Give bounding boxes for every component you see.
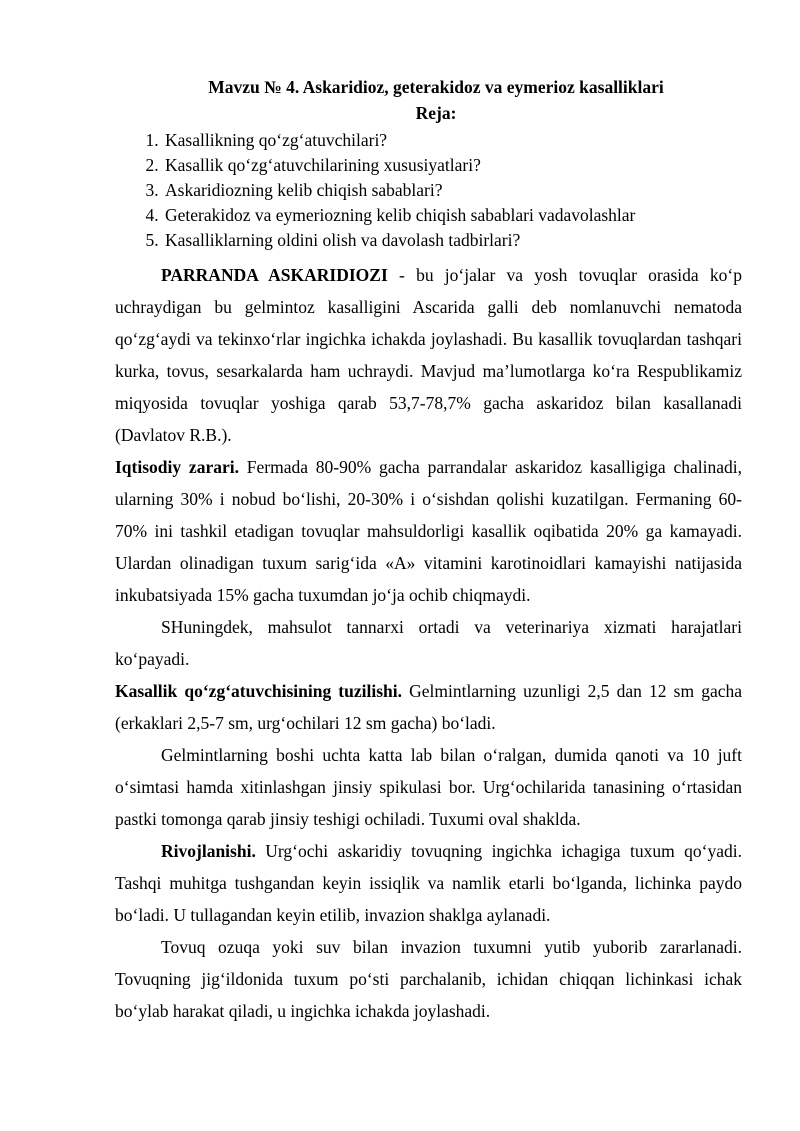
paragraph-iqtisodiy-zarari — [115, 451, 742, 611]
paragraph-text: Fermada 80-90% gacha parrandalar askaridoz kasalligiga chalinadi, ularning 30% i nobud bo‘lishi, 20-30% i o‘sishdan qolishi kuzatilgan. Fermaning 60-70% ini tashkil etadigan tovuqlar mahsuldorligi kasallik oqibatida 20% ga kamayadi. Ulardan olinadigan tuxum sarig‘ida «A» vitamini karotinoidlari kamayishi natijasida inkubatsiyada 15% gacha tuxumdan jo‘ja ochib chiqmaydi. — [115, 457, 742, 605]
paragraph-shuningdek — [115, 611, 742, 675]
paragraph-lead: PARRANDA ASKARIDIOZI — [161, 265, 388, 285]
plan-item: 2. Kasallik qo‘zg‘atuvchilarining xususiyatlari? — [163, 153, 742, 178]
plan-item: 5. Kasalliklarning oldini olish va davolash tadbirlari? — [163, 228, 742, 253]
plan-item: 3. Askaridiozning kelib chiqish sabablari? — [163, 178, 742, 203]
paragraph-gelmint-boshi — [115, 739, 742, 835]
plan-heading: Reja: — [415, 103, 457, 123]
plan-item: 4. Geterakidoz va eymeriozning kelib chiqish sabablari vadavolashlar — [163, 203, 742, 228]
plan-list — [115, 128, 742, 253]
paragraph-text: Urg‘ochi askaridiy tovuqning ingichka ichagiga tuxum qo‘yadi. Tashqi muhitga tushgandan keyin issiqlik va namlik etarli bo‘lganda, lichinka paydo bo‘ladi. U tullagandan keyin etilib, invazion shaklga aylanadi. — [115, 841, 742, 925]
paragraph-text: Gelmintlarning uzunligi 2,5 dan 12 sm gacha (erkaklari 2,5-7 sm, urg‘ochilari 12 sm gacha) bo‘ladi. — [115, 681, 742, 733]
paragraph-parranda-askaridiozi — [115, 259, 742, 451]
paragraph-tuzilishi — [115, 675, 742, 739]
plan-item: 1. Kasallikning qo‘zg‘atuvchilari? — [163, 128, 742, 153]
document-title: Mavzu № 4. Askaridioz, geterakidoz va eymerioz kasalliklari — [208, 77, 664, 97]
paragraph-text: Tovuq ozuqa yoki suv bilan invazion tuxumni yutib yuborib zararlanadi. Tovuqning jig‘ildonida tuxum po‘sti parchalanib, ichidan chiqqan lichinkasi ichak bo‘ylab harakat qiladi, u ingichka ichakda joylashadi. — [115, 937, 742, 1021]
paragraph-text: SHuningdek, mahsulot tannarxi ortadi va veterinariya xizmati harajatlari ko‘payadi. — [115, 617, 742, 669]
paragraph-lead: Iqtisodiy zarari. — [115, 457, 239, 477]
paragraph-lead: Kasallik qo‘zg‘atuvchisining tuzilishi. — [115, 681, 403, 701]
paragraph-rivojlanishi — [115, 835, 742, 931]
paragraph-zararlanish — [115, 931, 742, 1027]
paragraph-text: - bu jo‘jalar va yosh tovuqlar orasida ko‘p uchraydigan bu gelmintoz kasalligini Ascarida galli deb nomlanuvchi nematoda qo‘zg‘aydi va tekinxo‘rlar ingichka ichakda joylashadi. Bu kasallik tovuqlardan tashqari kurka, tovus, sesarkalarda ham uchraydi. Mavjud ma’lumotlarga ko‘ra Respublikamiz miqyosida tovuqlar yoshiga qarab 53,7-78,7% gacha askaridoz bilan kasallanadi (Davlatov R.B.). — [115, 265, 742, 445]
paragraph-text: Gelmintlarning boshi uchta katta lab bilan o‘ralgan, dumida qanoti va 10 juft o‘simtasi hamda xitinlashgan jinsiy spikulasi bor. Urg‘ochilarida tanasining o‘rtasidan pastki tomonga qarab jinsiy teshigi ochiladi. Tuxumi oval shaklda. — [115, 745, 742, 829]
paragraph-lead: Rivojlanishi. — [161, 841, 256, 861]
